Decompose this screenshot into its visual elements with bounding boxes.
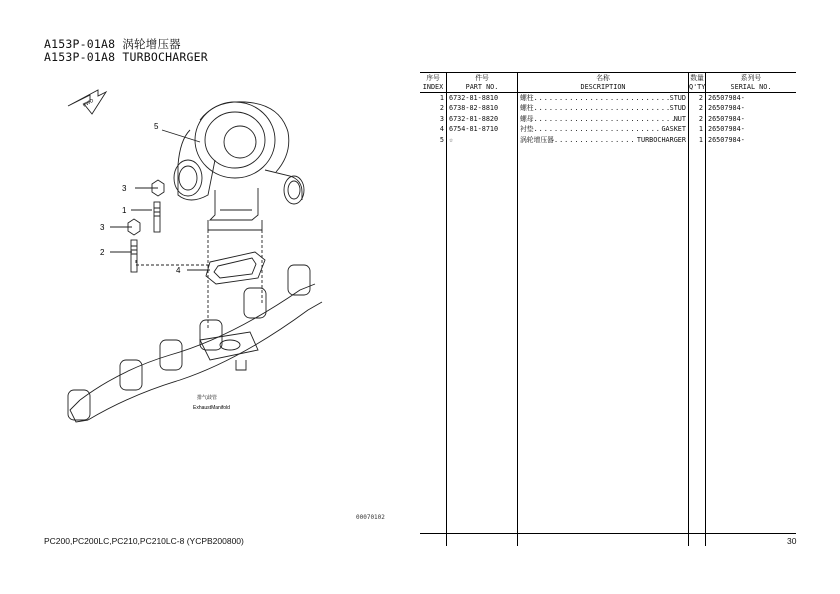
- row-part-no: 6732-81-8820: [447, 114, 518, 125]
- parts-table: [420, 72, 796, 546]
- table-row: [420, 125, 796, 136]
- title-line-cn: A153P-01A8 涡轮增压器: [44, 37, 181, 51]
- callout-1: 1: [122, 206, 127, 215]
- gasket-part: [206, 252, 265, 284]
- row-index: 4: [420, 125, 447, 136]
- row-description: 衬垫 ..... GASKET: [518, 125, 689, 136]
- table-row: [420, 135, 796, 146]
- row-description: 螺母 ..... NUT: [518, 114, 689, 125]
- callout-2: 2: [100, 248, 105, 257]
- fwd-label: FWD: [82, 97, 95, 109]
- row-qty: 1: [689, 125, 706, 136]
- callout-5: 5: [154, 122, 159, 131]
- title-line-en: A153P-01A8 TURBOCHARGER: [44, 50, 208, 64]
- turbocharger-exploded-diagram: [40, 70, 400, 530]
- stud-part: [131, 202, 160, 272]
- table-filler-row: [420, 146, 796, 546]
- row-part-no: 6754-81-8710: [447, 125, 518, 136]
- table-row: [420, 104, 796, 115]
- header-serial: 系列号 SERIAL NO.: [706, 73, 797, 93]
- row-qty: 1: [689, 135, 706, 146]
- row-index: 3: [420, 114, 447, 125]
- manifold-label-en: ExhaustManifold: [193, 405, 230, 411]
- table-row: [420, 93, 796, 104]
- row-description: 螺柱 ..... STUD: [518, 93, 689, 104]
- row-serial: 26507984-: [708, 93, 745, 102]
- table-row: [420, 114, 796, 125]
- page-number: 30: [787, 536, 797, 546]
- row-serial: 26507984-: [708, 135, 745, 144]
- row-index: 1: [420, 93, 447, 104]
- row-part-no: 6732-81-8810: [447, 93, 518, 104]
- header-part-no: 件号 PART NO.: [447, 73, 518, 93]
- row-part-no: ☆: [447, 135, 518, 146]
- turbocharger-part: [174, 102, 304, 230]
- model-list: PC200,PC200LC,PC210,PC210LC-8 (YCPB200800): [44, 536, 244, 546]
- row-index: 2: [420, 104, 447, 115]
- callout-4: 4: [176, 266, 181, 275]
- row-description: 螺柱 ..... STUD: [518, 104, 689, 115]
- row-index: 5: [420, 135, 447, 146]
- callout-3b: 3: [100, 223, 105, 232]
- row-serial: 26507984-: [708, 104, 745, 112]
- manifold-label-cn: 排气歧管: [197, 395, 218, 401]
- table-bottom-rule: [420, 533, 796, 534]
- callout-3a: 3: [122, 184, 127, 193]
- figure-code: 00070102: [356, 514, 385, 521]
- row-qty: 2: [689, 114, 706, 125]
- callout-labels: [82, 98, 230, 411]
- table-header-row: [420, 73, 796, 93]
- row-serial: 26507984-: [708, 114, 745, 123]
- row-qty: 2: [689, 104, 706, 115]
- row-part-no: 6738-82-8810: [447, 104, 518, 115]
- header-qty: 数量 Q'TY: [689, 74, 706, 91]
- header-description: 名称 DESCRIPTION: [518, 73, 689, 93]
- exhaust-manifold-part: [68, 265, 322, 422]
- page-title: [44, 38, 208, 64]
- row-qty: 2: [689, 93, 706, 104]
- header-index: 序号 INDEX: [420, 73, 447, 93]
- row-description: 涡轮增压器 ..... TURBOCHARGER: [518, 135, 689, 146]
- row-serial: 26507984-: [708, 125, 745, 133]
